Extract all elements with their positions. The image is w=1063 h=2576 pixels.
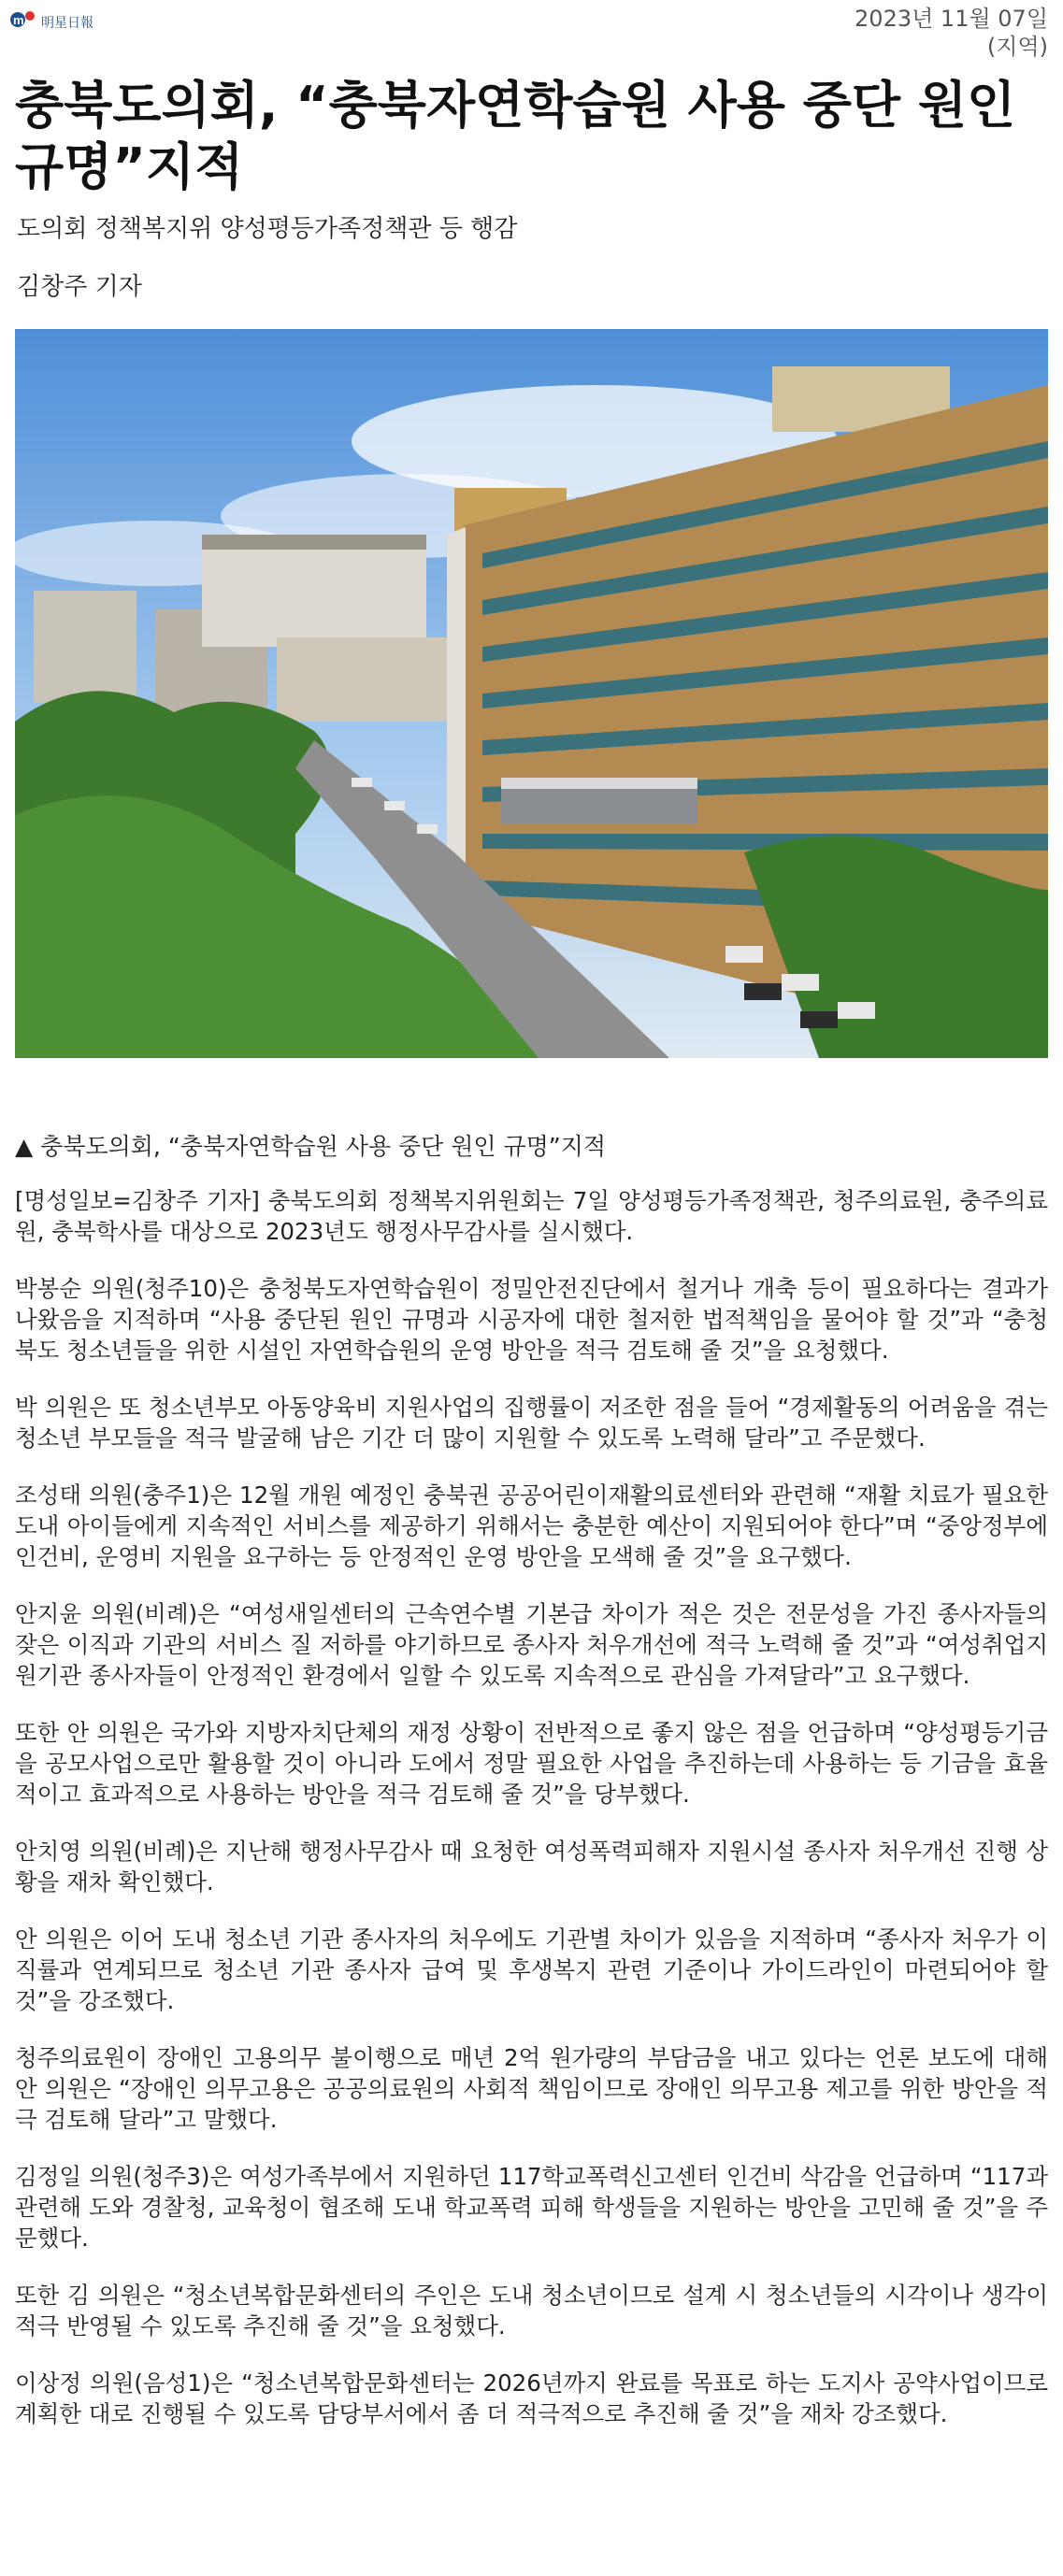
article-body <box>15 1185 1048 2455</box>
paragraph: 또한 안 의원은 국가와 지방자치단체의 재정 상황이 전반적으로 좋지 않은 점을 언급하며 “양성평등기금을 공모사업으로만 활용할 것이 아니라 도에서 정말 필요한 사업을 추진하는데 사용하는 등 기금을 효율적이고 효과적으로 사용하는 방안을 적극 검토해 줄 것”을 당부했다. <box>15 1719 1048 1808</box>
newspaper-logo[interactable] <box>9 6 93 34</box>
byline: 김창주 기자 <box>17 273 142 301</box>
subtitle: 도의회 정책복지위 양성평등가족정책관 등 행감 <box>17 215 518 243</box>
publish-date: 2023년 11월 07일 <box>855 6 1048 32</box>
paragraph: 이상정 의원(음성1)은 “청소년복합문화센터는 2026년까지 완료를 목표로 하는 도지사 공약사업이므로 계획한 대로 진행될 수 있도록 담당부서에서 좀 더 적극적으로 추진해 줄 것”을 재차 강조했다. <box>15 2369 1048 2427</box>
section-label: (지역) <box>986 34 1048 60</box>
article-photo <box>15 329 1048 1058</box>
paragraph: 김정일 의원(청주3)은 여성가족부에서 지원하던 117학교폭력신고센터 인건비 삭감을 언급하며 “117과 관련해 도와 경찰청, 교육청이 협조해 도내 학교폭력 피해 학생들을 지원하는 방안을 고민해 줄 것”을 주문했다. <box>15 2163 1048 2252</box>
paragraph: 또한 김 의원은 “청소년복합문화센터의 주인은 도내 청소년이므로 설계 시 청소년들의 시각이나 생각이 적극 반영될 수 있도록 추진해 줄 것”을 요청했다. <box>15 2282 1048 2340</box>
paragraph: 안치영 의원(비례)은 지난해 행정사무감사 때 요청한 여성폭력피해자 지원시설 종사자 처우개선 진행 상황을 재차 확인했다. <box>15 1838 1048 1896</box>
paragraph: 박 의원은 또 청소년부모 아동양육비 지원사업의 집행률이 저조한 점을 들어 “경제활동의 어려움을 겪는 청소년 부모들을 적극 발굴해 남은 기간 더 많이 지원할 수 있도록 노력해 달라”고 주문했다. <box>15 1394 1048 1452</box>
building-photo-illustration <box>15 329 1048 1058</box>
logo-mark-icon <box>9 7 37 32</box>
paragraph: [명성일보=김창주 기자] 충북도의회 정책복지위원회는 7일 양성평등가족정책관, 청주의료원, 충주의료원, 충북학사를 대상으로 2023년도 행정사무감사를 실시했다. <box>15 1187 1048 1245</box>
svg-text:m: m <box>13 13 24 27</box>
masthead <box>0 0 1063 60</box>
paragraph: 박봉순 의원(청주10)은 충청북도자연학습원이 정밀안전진단에서 철거나 개축 등이 필요하다는 결과가 나왔음을 지적하며 “사용 중단된 원인 규명과 시공자에 대한 철저한 법적책임을 물어야 할 것”과 “충청북도 청소년들을 위한 시설인 자연학습원의 운영 방안을 적극 검토해 줄 것”을 요청했다. <box>15 1275 1048 1364</box>
logo-text: 明星日報 <box>41 16 93 31</box>
headline: 충북도의회, “충북자연학습원 사용 중단 원인 규명”지적 <box>15 76 1016 196</box>
photo-caption: ▲ 충북도의회, “충북자연학습원 사용 중단 원인 규명”지적 <box>15 1133 607 1160</box>
paragraph: 안 의원은 이어 도내 청소년 기관 종사자의 처우에도 기관별 차이가 있음을 지적하며 “종사자 처우가 이직률과 연계되므로 청소년 기관 종사자 급여 및 후생복지 관련 기준이나 가이드라인이 마련되어야 할 것”을 강조했다. <box>15 1925 1048 2014</box>
paragraph: 청주의료원이 장애인 고용의무 불이행으로 매년 2억 원가량의 부담금을 내고 있다는 언론 보도에 대해 안 의원은 “장애인 의무고용은 공공의료원의 사회적 책임이므로 장애인 의무고용 제고를 위한 방안을 적극 검토해 달라”고 말했다. <box>15 2044 1048 2133</box>
paragraph: 안지윤 의원(비례)은 “여성새일센터의 근속연수별 기본급 차이가 적은 것은 전문성을 가진 종사자들의 잦은 이직과 기관의 서비스 질 저하를 야기하므로 종사자 처우개선에 적극 노력해 줄 것”과 “여성취업지원기관 종사자들이 안정적인 환경에서 일할 수 있도록 지속적으로 관심을 가져달라”고 요구했다. <box>15 1600 1048 1689</box>
paragraph: 조성태 의원(충주1)은 12월 개원 예정인 충북권 공공어린이재활의료센터와 관련해 “재활 치료가 필요한 도내 아이들에게 지속적인 서비스를 제공하기 위해서는 충분한 예산이 지원되어야 한다”며 “중앙정부에 인건비, 운영비 지원을 요구하는 등 안정적인 운영 방안을 모색해 줄 것”을 요구했다. <box>15 1481 1048 1570</box>
